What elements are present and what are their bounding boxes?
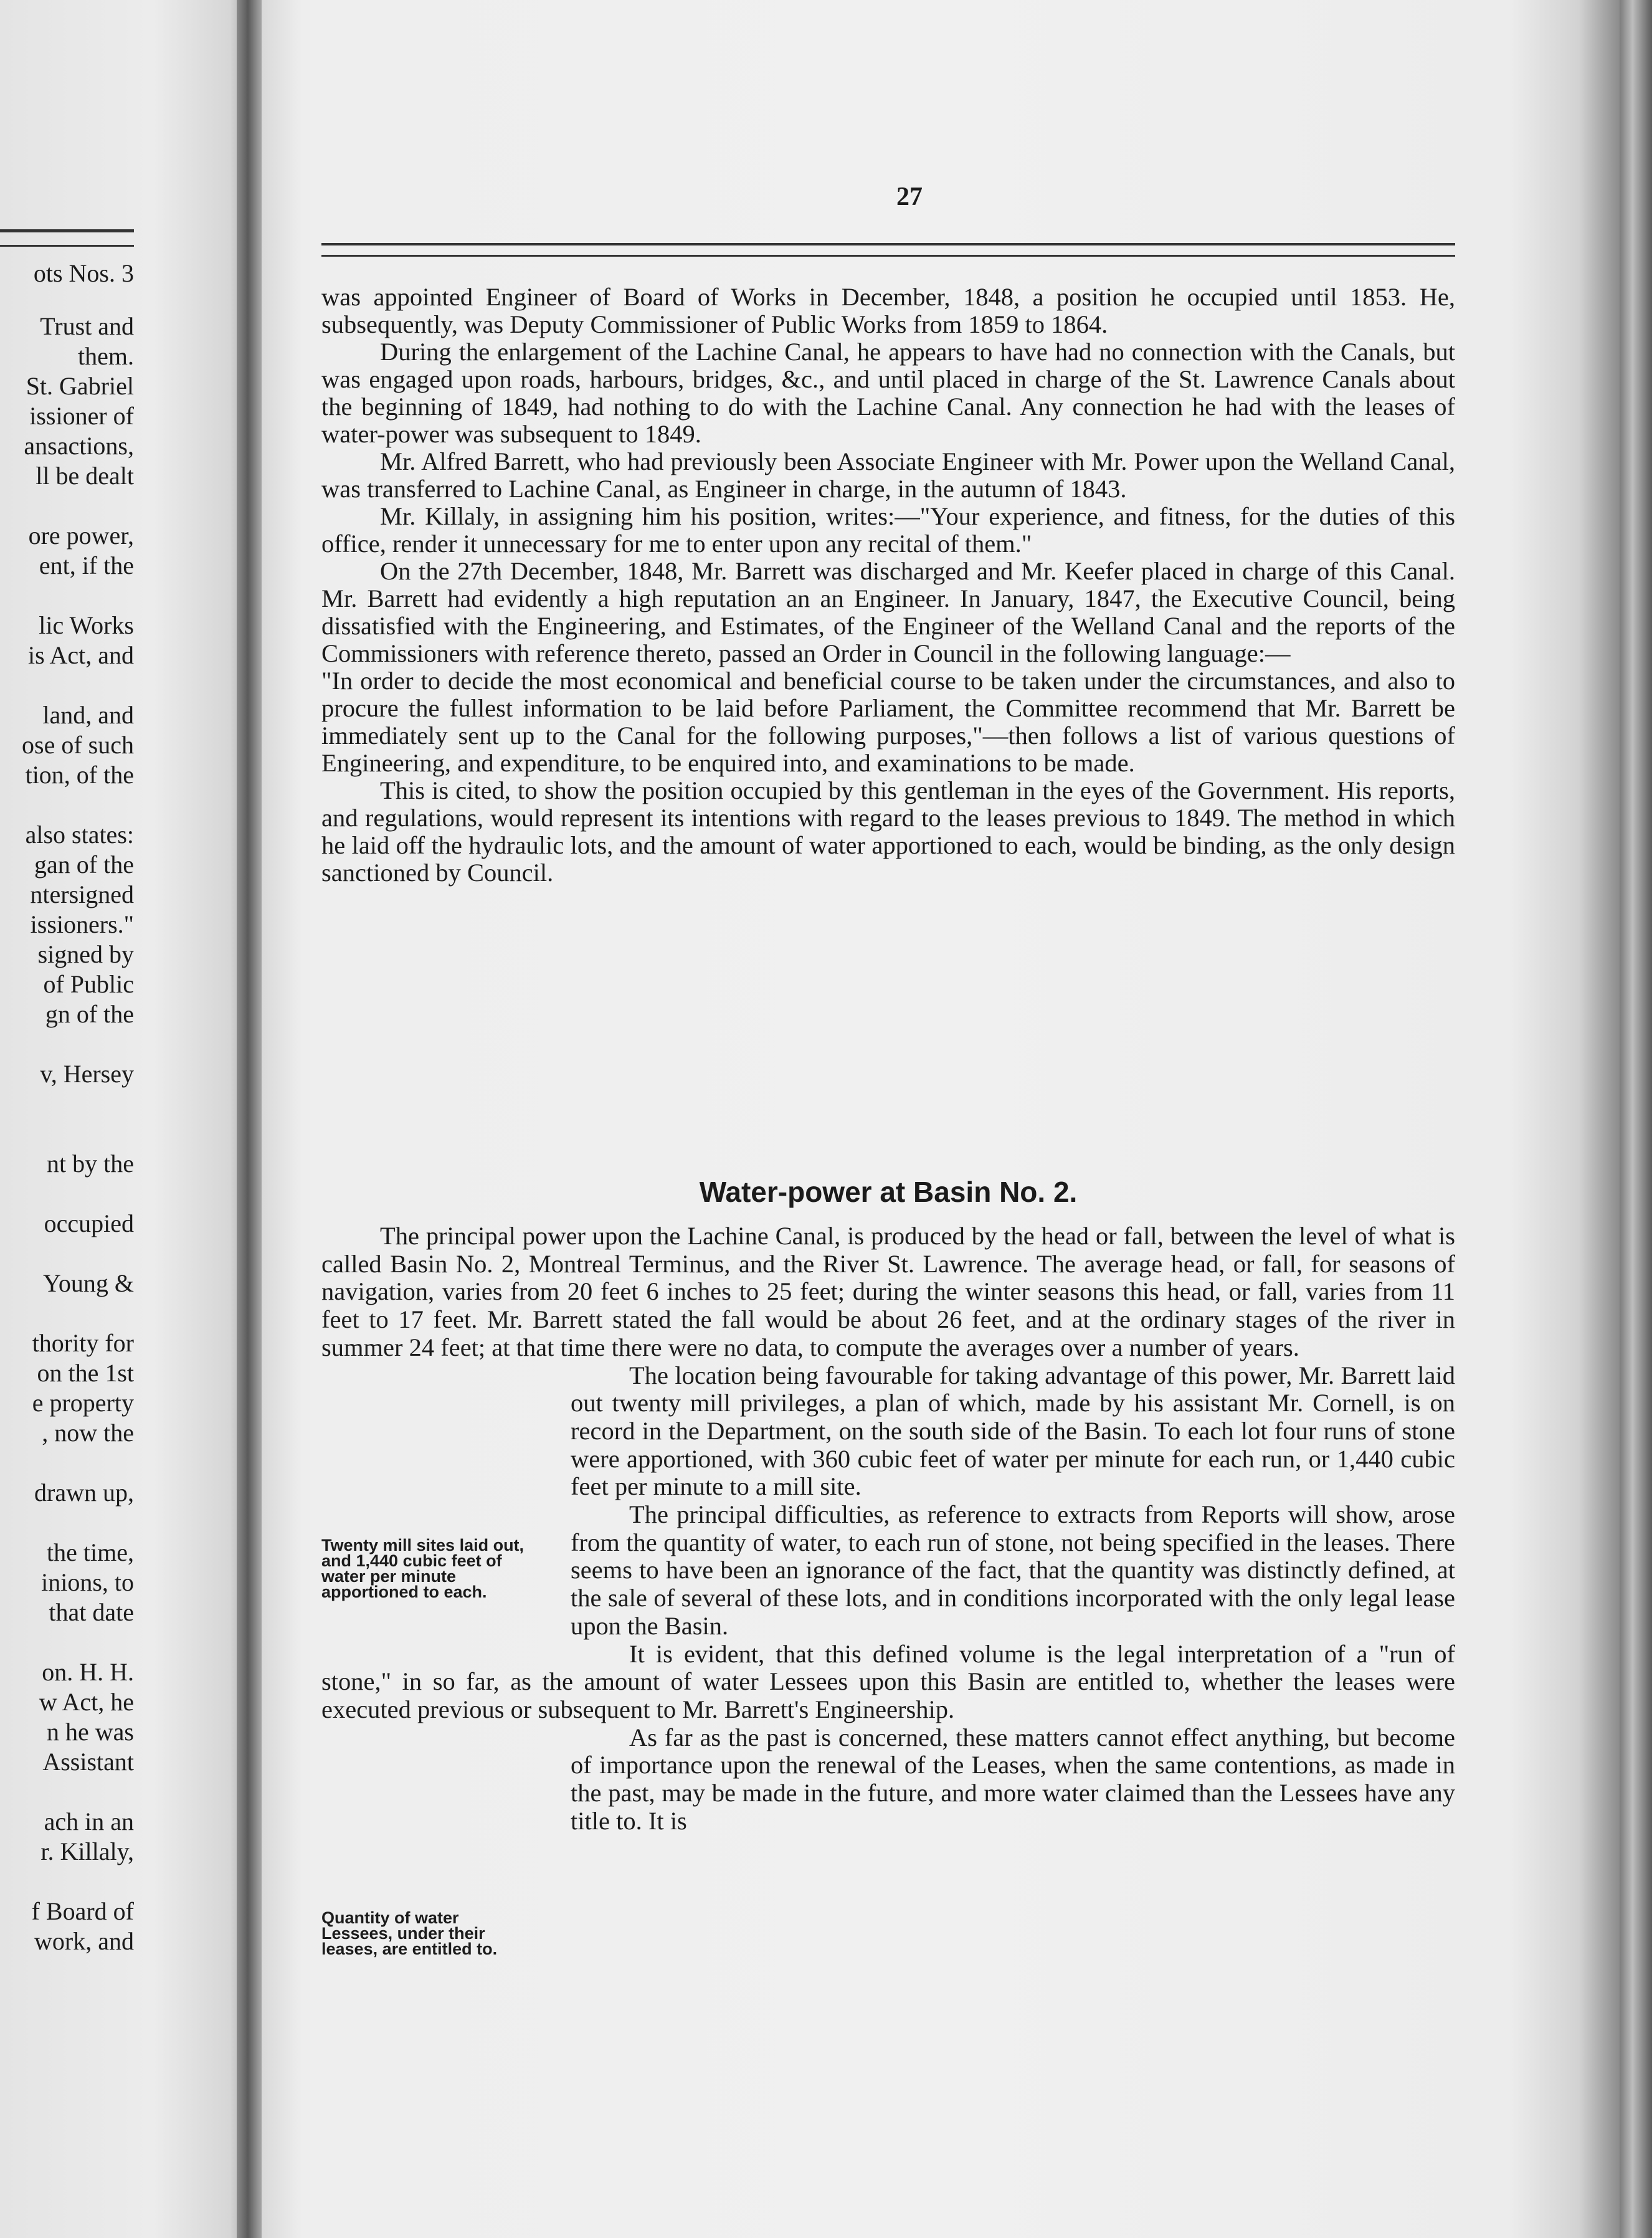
book-page-edges — [1620, 0, 1652, 2238]
previous-page-line: w Act, he — [39, 1688, 134, 1716]
previous-page-line: them. — [78, 342, 134, 370]
previous-page-line: is Act, and — [28, 641, 134, 669]
previous-page-line: ntersigned — [30, 880, 134, 908]
previous-page-line: on. H. H. — [42, 1658, 134, 1686]
margin-note-space — [321, 1362, 571, 1664]
previous-page-line: thority for — [32, 1329, 134, 1357]
previous-page-line: , now the — [42, 1419, 134, 1447]
paragraph: On the 27th December, 1848, Mr. Barrett was discharged and Mr. Keefer placed in charge of this Canal. Mr. Barrett had evidently a high reputation an an Engineer. In January, 1847, the Executive Council, being dissatisfied with the Engineering, and Estimates, of the Engineer of the Welland Canal and the reports of the Commissioners with reference thereto, passed an Order in Council in the following language:— — [321, 557, 1455, 667]
previous-page-line: ll be dealt — [36, 462, 134, 490]
paragraph: The principal difficulties, as reference to extracts from Reports will show, arose from the quantity of water, to each run of stone, not being specified in the leases. There seems to have been an ignorance of the fact, that the quantity was distinctly defined, at the sale of several of these lots, and in conditions incorporated with the only legal lease upon the Basin. — [571, 1500, 1455, 1640]
header-rule — [321, 243, 1455, 257]
paragraph: It is evident, that this defined volume is the legal interpretation of a "run of stone," in so far, as the amount of water Lessees upon this Basin are entitled to, whether the leases were executed previous or subsequent to Mr. Barrett's Engineership. — [321, 1639, 1455, 1723]
previous-page-line: work, and — [34, 1927, 134, 1955]
previous-page-line: occupied — [44, 1209, 134, 1237]
previous-page-line: f Board of — [31, 1897, 134, 1925]
previous-page-fragment — [0, 0, 255, 2238]
previous-page-line: tion, of the — [25, 761, 134, 789]
paragraph-text: As far as the past is concerned, these matters cannot effect anything, but become of importance upon the renewal of the Leases, when the same contentions, as made in the past, may be made in the future, and more water claimed than the Lessees have any title to. It is — [571, 1723, 1455, 1835]
previous-page-line: St. Gabriel — [26, 372, 134, 400]
paragraph: was appointed Engineer of Board of Works in December, 1848, a position he occupied until 1853. He, subsequently, was Deputy Commissioner of Public Works from 1859 to 1864. — [321, 283, 1455, 338]
previous-page-line: inions, to — [41, 1568, 134, 1596]
previous-page-line: ore power, — [28, 521, 134, 550]
previous-page-line: Assistant — [42, 1748, 134, 1776]
previous-page-line: issioner of — [29, 402, 134, 430]
previous-page-line: nt by the — [47, 1150, 134, 1178]
previous-page-line: of Public — [43, 970, 134, 998]
margin-note-space — [321, 1724, 571, 1835]
previous-page-line: issioners." — [30, 910, 134, 938]
previous-page-line: ent, if the — [39, 551, 134, 579]
previous-page-line: the time, — [47, 1538, 134, 1566]
quoted-paragraph: "In order to decide the most economical and beneficial course to be taken under the circumstances, and also to procure the fullest information to be laid before Parliament, the Committee recommend that Mr. Barrett be immediately sent up to the Canal for the following purposes,"—then follows a list of various questions of Engineering, and expenditure, to be enquired into, and examinations to be made. — [321, 667, 1455, 777]
paragraph: Mr. Killaly, in assigning him his position, writes:—"Your experience, and fitness, for the duties of this office, render it unnecessary for me to enter upon any recital of them." — [321, 502, 1455, 558]
previous-page-line: ach in an — [44, 1807, 134, 1836]
paragraph: This is cited, to show the position occupied by this gentleman in the eyes of the Government. His reports, and regulations, would represent its intentions with regard to the leases previous to 1849. The method in which he laid off the hydraulic lots, and the amount of water apportioned to each, would be binding, as the only design sanctioned by Council. — [321, 776, 1455, 887]
previous-page-line: gn of the — [45, 1000, 134, 1028]
previous-page-line: e property — [32, 1389, 134, 1417]
previous-page-line: gan of the — [34, 850, 134, 879]
paragraph-with-note — [321, 1362, 1455, 1502]
previous-page-line: ots Nos. 3 — [33, 259, 134, 287]
section-heading: Water-power at Basin No. 2. — [699, 1176, 1078, 1208]
page-number: 27 — [896, 183, 923, 211]
paragraph: Mr. Alfred Barrett, who had previously been Associate Engineer with Mr. Power upon the Welland Canal, was transferred to Lachine Canal, as Engineer in charge, in the autumn of 1843. — [321, 447, 1455, 503]
paragraph: During the enlargement of the Lachine Canal, he appears to have had no connection with the Canals, but was engaged upon roads, harbours, bridges, &c., and until placed in charge of the St. Lawrence Canals about the beginning of 1849, had nothing to do with the Lachine Canal. Any connection he had with the leases of water-power was subsequent to 1849. — [321, 338, 1455, 448]
previous-page-line: r. Killaly, — [40, 1837, 134, 1865]
section-body — [321, 1222, 1455, 1835]
margin-note: Quantity of water Lessees, under their leases, are entitled to. — [321, 1908, 498, 1958]
previous-page-lines — [0, 0, 255, 2238]
paragraph-text: The location being favourable for taking advantage of this power, Mr. Barrett laid out twenty mill privileges, a plan of which, made by his assistant Mr. Cornell, is on record in the Department, on the south side of the Basin. To each lot four runs of stone were apportioned, with 360 cubic feet of water per minute for each run, or 1,440 cubic feet per minute to a mill site. — [571, 1361, 1455, 1501]
previous-page-line: signed by — [37, 940, 134, 968]
previous-page-line: land, and — [42, 701, 134, 729]
previous-page-line: lic Works — [39, 611, 134, 639]
previous-page-line: that date — [49, 1598, 134, 1626]
margin-note: Twenty mill sites laid out, and 1,440 cubic feet of water per minute apportioned to each. — [321, 1536, 525, 1601]
previous-page-line: v, Hersey — [40, 1060, 134, 1088]
previous-page-line: ansactions, — [24, 432, 134, 460]
previous-page-line: Young & — [43, 1269, 134, 1297]
paragraph: The principal power upon the Lachine Canal, is produced by the head or fall, between the level of what is called Basin No. 2, Montreal Terminus, and the River St. Lawrence. The average head, or fall, for seasons of navigation, varies from 20 feet 6 inches to 25 feet; during the winter seasons this head, or fall, varies from 11 feet to 17 feet. Mr. Barrett stated the fall would be about 26 feet, and at the ordinary stages of the river in summer 24 feet; at that time there were no data, to compute the averages over a number of years. — [321, 1222, 1455, 1361]
paragraph-with-note — [321, 1724, 1455, 1836]
previous-page-line: ose of such — [22, 731, 134, 759]
previous-page-line: Trust and — [40, 312, 134, 340]
previous-page-line: also states: — [25, 821, 134, 849]
previous-page-line: n he was — [47, 1718, 134, 1746]
previous-page-line: drawn up, — [34, 1479, 134, 1507]
body-text — [321, 283, 1455, 887]
page — [262, 0, 1620, 2238]
previous-page-line: on the 1st — [37, 1359, 134, 1387]
